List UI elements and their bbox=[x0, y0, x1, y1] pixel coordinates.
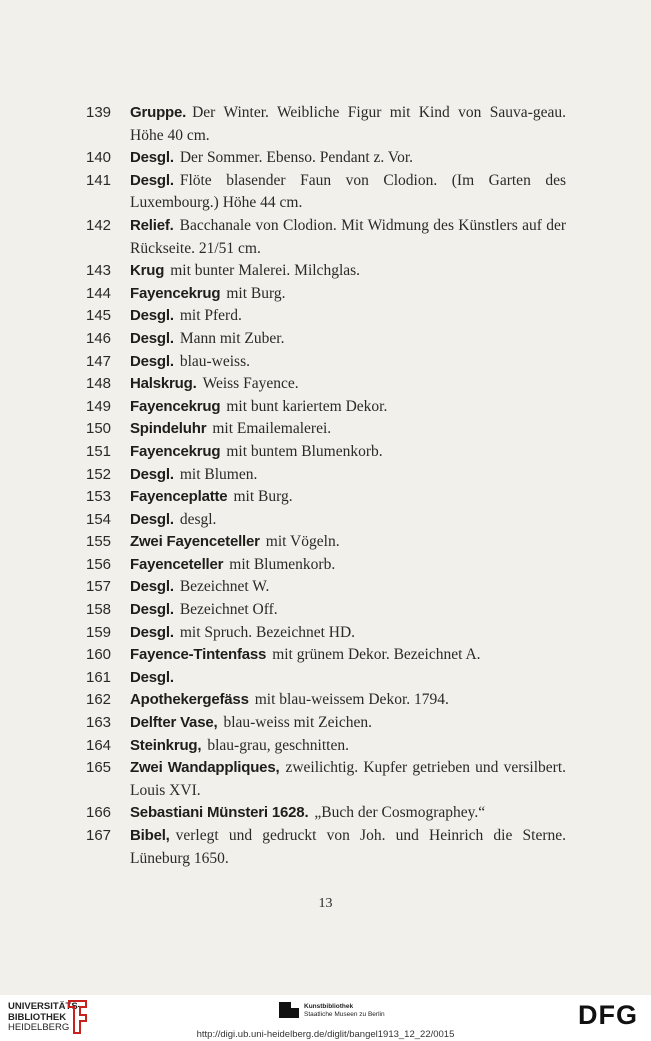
entry-keyword: Desgl. bbox=[130, 307, 174, 325]
entry-description: „Buch der Cosmographey.“ bbox=[314, 804, 486, 822]
entry-number: 154 bbox=[86, 510, 112, 528]
entry-number: 160 bbox=[86, 646, 112, 664]
catalog-entry bbox=[86, 667, 566, 690]
entry-body bbox=[130, 147, 566, 170]
entry-keyword: Desgl. bbox=[130, 149, 174, 167]
entry-description: mit buntem Blumenkorb. bbox=[226, 442, 383, 460]
entry-number: 149 bbox=[86, 397, 112, 415]
catalog-entry bbox=[86, 486, 566, 509]
entry-number: 162 bbox=[86, 691, 112, 709]
entry-description: verlegt und gedruckt von Joh. und Heinrich die Sterne. Lüneburg 1650. bbox=[130, 827, 566, 867]
catalog-entry bbox=[86, 464, 566, 487]
kb-line-1: Kunstbibliothek bbox=[304, 1003, 354, 1010]
entry-description: mit Burg. bbox=[233, 488, 293, 506]
entry-body bbox=[130, 644, 566, 667]
source-url[interactable]: http://digi.ub.uni-heidelberg.de/diglit/bangel1913_12_22/0015 bbox=[196, 1029, 455, 1040]
entry-number: 141 bbox=[86, 171, 112, 189]
entry-body bbox=[130, 712, 566, 735]
catalog-entry bbox=[86, 825, 566, 870]
entry-description: mit Blumenkorb. bbox=[229, 555, 336, 573]
catalog-entry bbox=[86, 396, 566, 419]
catalog-entry bbox=[86, 215, 566, 260]
catalog-entry bbox=[86, 441, 566, 464]
entry-description: blau-weiss. bbox=[179, 352, 250, 370]
entry-number: 158 bbox=[86, 601, 112, 619]
entry-body bbox=[130, 667, 566, 690]
entry-description: Mann mit Zuber. bbox=[179, 329, 285, 347]
entry-number: 165 bbox=[86, 759, 112, 777]
entry-body bbox=[130, 735, 566, 758]
catalog-entry bbox=[86, 599, 566, 622]
entry-keyword: Desgl. bbox=[130, 668, 174, 686]
entry-description: zweilichtig. Kupfer getrieben und versilbert. Louis XVI. bbox=[130, 759, 566, 799]
entry-number: 157 bbox=[86, 578, 112, 596]
entry-number: 161 bbox=[86, 668, 112, 686]
entry-keyword: Relief. bbox=[130, 216, 174, 234]
entry-keyword: Fayence-Tintenfass bbox=[130, 646, 267, 664]
entry-body bbox=[130, 305, 566, 328]
entry-number: 144 bbox=[86, 284, 112, 302]
catalog-entry bbox=[86, 576, 566, 599]
kunstbibliothek-logo-icon[interactable] bbox=[279, 1002, 299, 1018]
entry-description: mit Spruch. Bezeichnet HD. bbox=[179, 623, 356, 641]
entry-number: 142 bbox=[86, 216, 112, 234]
entry-description: Der Winter. Weibliche Figur mit Kind von Sauva-geau. Höhe 40 cm. bbox=[130, 104, 566, 144]
entry-keyword: Fayencekrug bbox=[130, 284, 221, 302]
entry-number: 150 bbox=[86, 420, 112, 438]
entry-body bbox=[130, 622, 566, 645]
entry-number: 159 bbox=[86, 623, 112, 641]
entry-number: 156 bbox=[86, 555, 112, 573]
entry-number: 147 bbox=[86, 352, 112, 370]
entry-keyword: Desgl. bbox=[130, 352, 174, 370]
entry-description: Flöte blasender Faun von Clodion. (Im Garten des Luxembourg.) Höhe 44 cm. bbox=[130, 171, 566, 212]
entry-description: blau-weiss mit Zeichen. bbox=[223, 714, 372, 732]
catalog-entry bbox=[86, 170, 566, 215]
catalog-entry bbox=[86, 283, 566, 306]
entry-keyword: Zwei Fayenceteller bbox=[130, 533, 260, 551]
entry-description: mit grünem Dekor. Bezeichnet A. bbox=[272, 646, 481, 664]
catalog-entry bbox=[86, 757, 566, 802]
entry-number: 166 bbox=[86, 804, 112, 822]
entry-description: Bezeichnet Off. bbox=[179, 601, 278, 619]
entry-body bbox=[130, 464, 566, 487]
entry-body bbox=[130, 441, 566, 464]
catalog-entry bbox=[86, 531, 566, 554]
entry-description: blau-grau, geschnitten. bbox=[207, 736, 349, 754]
catalog-entry bbox=[86, 147, 566, 170]
entry-body bbox=[130, 599, 566, 622]
catalog-entry bbox=[86, 418, 566, 441]
entry-body bbox=[130, 351, 566, 374]
entry-number: 152 bbox=[86, 465, 112, 483]
entry-body bbox=[130, 802, 566, 825]
catalog-entry bbox=[86, 260, 566, 283]
entry-body bbox=[130, 373, 566, 396]
entry-number: 143 bbox=[86, 262, 112, 280]
entry-keyword: Desgl. bbox=[130, 601, 174, 619]
catalog-entry bbox=[86, 644, 566, 667]
entry-number: 167 bbox=[86, 827, 112, 844]
entry-description: mit Blumen. bbox=[179, 465, 258, 483]
entry-keyword: Apothekergefäss bbox=[130, 691, 249, 709]
catalog-entry bbox=[86, 802, 566, 825]
entry-number: 151 bbox=[86, 442, 112, 460]
entry-keyword: Fayencekrug bbox=[130, 442, 221, 460]
entry-body bbox=[130, 554, 566, 577]
kb-line-2: Staatliche Museen zu Berlin bbox=[304, 1011, 385, 1018]
dfg-logo[interactable]: DFG bbox=[578, 1000, 638, 1030]
entry-description: mit Vögeln. bbox=[265, 533, 340, 551]
entry-body bbox=[130, 576, 566, 599]
page-number: 13 bbox=[318, 896, 333, 911]
entry-description: mit bunter Malerei. Milchglas. bbox=[170, 262, 361, 280]
entry-body bbox=[130, 418, 566, 441]
entry-keyword: Fayencekrug bbox=[130, 397, 221, 415]
entry-keyword: Bibel, bbox=[130, 827, 170, 844]
entry-description: mit bunt kariertem Dekor. bbox=[226, 397, 388, 415]
entry-body bbox=[130, 283, 566, 306]
entry-body bbox=[130, 486, 566, 509]
entry-description: Der Sommer. Ebenso. Pendant z. Vor. bbox=[179, 149, 414, 167]
entry-number: 139 bbox=[86, 104, 112, 121]
catalog-entry bbox=[86, 305, 566, 328]
catalog-entries bbox=[86, 102, 566, 870]
entry-keyword: Fayenceplatte bbox=[130, 488, 228, 506]
catalog-entry bbox=[86, 102, 566, 147]
entry-description: Weiss Fayence. bbox=[202, 375, 299, 393]
entry-body bbox=[130, 757, 566, 802]
catalog-entry bbox=[86, 622, 566, 645]
entry-number: 148 bbox=[86, 375, 112, 393]
entry-keyword: Fayenceteller bbox=[130, 555, 224, 573]
university-line-3: HEIDELBERG bbox=[8, 1022, 70, 1033]
entry-keyword: Krug bbox=[130, 262, 165, 280]
entry-keyword: Desgl. bbox=[130, 510, 174, 528]
entry-body bbox=[130, 102, 566, 147]
entry-description: Bacchanale von Clodion. Mit Widmung des Künstlers auf der Rückseite. 21/51 cm. bbox=[130, 216, 566, 257]
entry-number: 140 bbox=[86, 149, 112, 167]
entry-body bbox=[130, 531, 566, 554]
entry-keyword: Desgl. bbox=[130, 578, 174, 596]
catalog-entry bbox=[86, 712, 566, 735]
catalog-entry bbox=[86, 554, 566, 577]
university-line-2: BIBLIOTHEK bbox=[8, 1011, 67, 1023]
entry-description: mit blau-weissem Dekor. 1794. bbox=[254, 691, 449, 709]
entry-number: 163 bbox=[86, 714, 112, 732]
entry-keyword: Desgl. bbox=[130, 465, 174, 483]
catalog-entry bbox=[86, 509, 566, 532]
catalog-entry bbox=[86, 351, 566, 374]
entry-keyword: Halskrug. bbox=[130, 375, 197, 393]
entry-number: 164 bbox=[86, 736, 112, 754]
entry-body bbox=[130, 825, 566, 870]
kunstbibliothek-label[interactable] bbox=[304, 1003, 385, 1019]
entry-keyword: Desgl. bbox=[130, 171, 174, 189]
entry-body bbox=[130, 689, 566, 712]
entry-description: desgl. bbox=[179, 510, 217, 528]
entry-keyword: Desgl. bbox=[130, 623, 174, 641]
entry-number: 153 bbox=[86, 488, 112, 506]
entry-description: mit Pferd. bbox=[179, 307, 242, 325]
entry-body bbox=[130, 328, 566, 351]
catalog-entry bbox=[86, 735, 566, 758]
entry-description: Bezeichnet W. bbox=[179, 578, 270, 596]
entry-body bbox=[130, 215, 566, 260]
entry-number: 155 bbox=[86, 533, 112, 551]
entry-number: 145 bbox=[86, 307, 112, 325]
entry-body bbox=[130, 170, 566, 215]
catalog-entry bbox=[86, 689, 566, 712]
entry-description: mit Burg. bbox=[226, 284, 286, 302]
entry-number: 146 bbox=[86, 329, 112, 347]
entry-keyword: Zwei Wandappliques, bbox=[130, 759, 280, 777]
entry-body bbox=[130, 260, 566, 283]
entry-keyword: Delfter Vase, bbox=[130, 714, 218, 732]
entry-keyword: Spindeluhr bbox=[130, 420, 207, 438]
entry-body bbox=[130, 396, 566, 419]
entry-keyword: Sebastiani Münsteri 1628. bbox=[130, 804, 309, 822]
entry-keyword: Gruppe. bbox=[130, 104, 187, 121]
entry-body bbox=[130, 509, 566, 532]
catalog-entry bbox=[86, 373, 566, 396]
university-line-1: UNIVERSITÄTS- bbox=[8, 1001, 81, 1012]
entry-description: mit Emailemalerei. bbox=[212, 420, 332, 438]
entry-keyword: Desgl. bbox=[130, 329, 174, 347]
entry-keyword: Steinkrug, bbox=[130, 736, 202, 754]
catalog-entry bbox=[86, 328, 566, 351]
